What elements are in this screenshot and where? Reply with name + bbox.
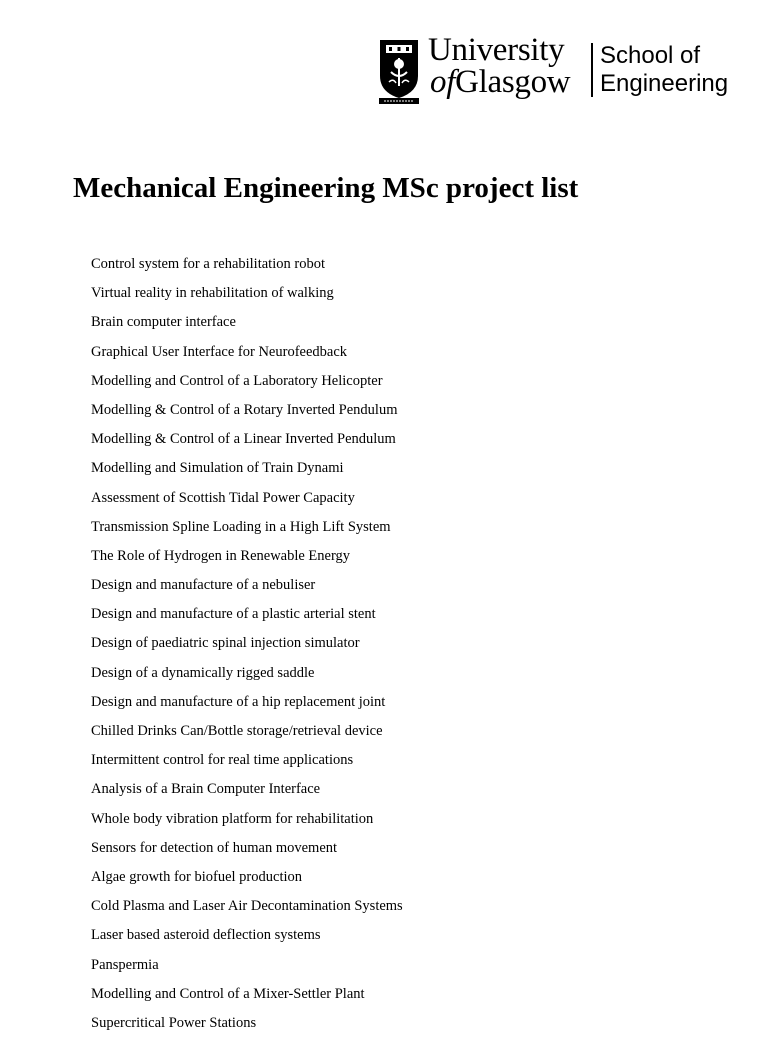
project-list-item: Modelling and Control of a Laboratory Helicopter [91,372,383,389]
project-list-item: Brain computer interface [91,314,236,331]
project-list-item: Design and manufacture of a hip replacement joint [91,693,386,710]
university-logo [378,34,734,106]
project-list-item: Modelling & Control of a Linear Inverted Pendulum [91,431,396,448]
university-name-line1: University [428,32,565,68]
project-list-item: Analysis of a Brain Computer Interface [91,781,321,798]
project-list-item: Assessment of Scottish Tidal Power Capacity [91,489,355,506]
university-name-of: of [430,64,456,100]
logo-divider [591,43,593,97]
project-list-item: Supercritical Power Stations [91,1014,257,1031]
project-list-item: Intermittent control for real time applications [91,752,354,769]
project-list-item: Transmission Spline Loading in a High Lift System [91,518,391,535]
university-crest-icon [378,36,420,104]
project-list-item: Panspermia [91,956,159,973]
project-list-item: Design of a dynamically rigged saddle [91,664,315,681]
project-list-item: Virtual reality in rehabilitation of walking [91,285,334,302]
project-list-item: Sensors for detection of human movement [91,839,338,856]
project-list-item: Modelling and Simulation of Train Dynami [91,460,344,477]
school-name-line2: Engineering [600,70,729,97]
project-list-item: Algae growth for biofuel production [91,868,303,885]
page-title: Mechanical Engineering MSc project list [73,172,579,204]
project-list-item: The Role of Hydrogen in Renewable Energy [91,547,351,564]
project-list-item: Design of paediatric spinal injection simulator [91,635,360,652]
project-list-item: Graphical User Interface for Neurofeedback [91,343,348,360]
project-list-item: Laser based asteroid deflection systems [91,927,321,944]
school-name-line1: School of [600,42,701,69]
project-list-item: Cold Plasma and Laser Air Decontamination Systems [91,898,403,915]
project-list-item: Design and manufacture of a nebuliser [91,577,316,594]
university-name-line2 [430,66,570,99]
project-list-item: Whole body vibration platform for rehabilitation [91,810,374,827]
university-name-glasgow: Glasgow [455,64,571,100]
project-list-item: Control system for a rehabilitation robot [91,256,325,272]
project-list-item: Design and manufacture of a plastic arterial stent [91,606,376,623]
project-list-item: Modelling and Control of a Mixer-Settler Plant [91,985,365,1002]
project-list-item: Modelling & Control of a Rotary Inverted Pendulum [91,401,398,418]
school-name [600,42,728,98]
project-list [91,250,403,1038]
project-list-item: Chilled Drinks Can/Bottle storage/retrieval device [91,723,383,739]
